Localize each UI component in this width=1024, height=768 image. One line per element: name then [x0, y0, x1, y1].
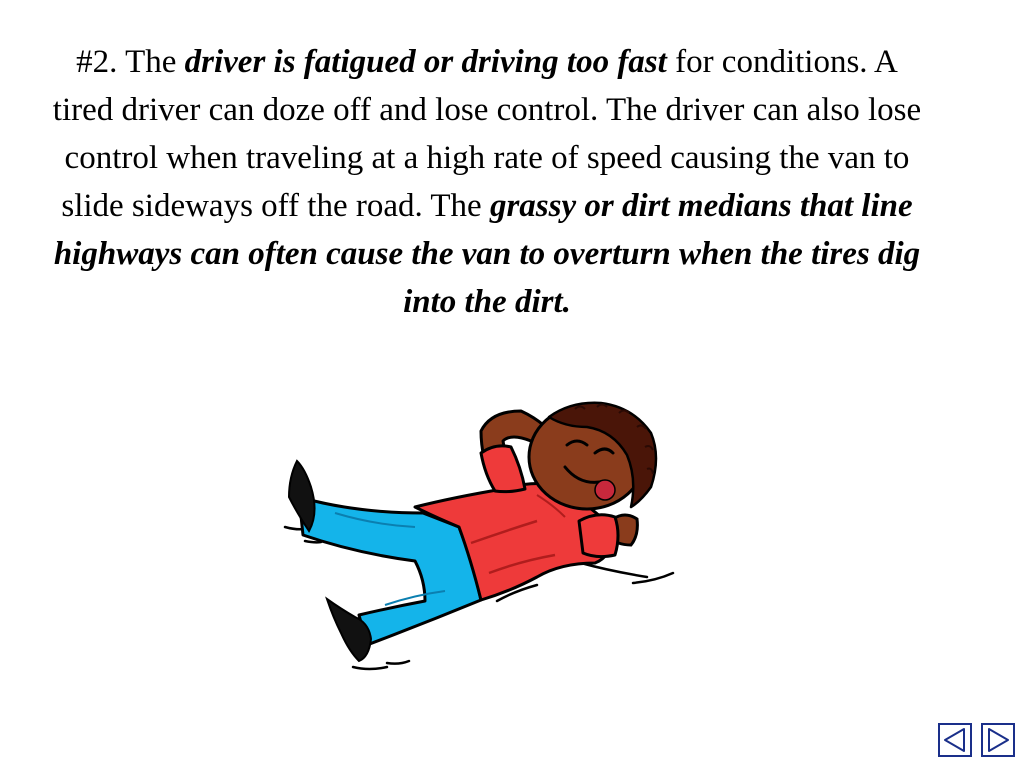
text-run-emphasis: grassy or dirt medians that line highways can often cause the van to overturn when the tires dig into the dirt.: [53, 188, 921, 320]
next-slide-button[interactable]: [981, 723, 1015, 757]
triangle-right-icon: [983, 725, 1013, 755]
text-run-plain: #2. The: [76, 44, 185, 80]
relaxing-person-clipart: [275, 395, 695, 685]
text-run-plain: for conditions. A tired driver can doze off and lose control. The driver can also lose control when traveling at a high rate of speed causing the van to slide sideways off the road. The: [52, 44, 922, 224]
previous-slide-button[interactable]: [938, 723, 972, 757]
text-run-emphasis: driver is fatigued or driving too fast: [184, 44, 667, 80]
slide-body-text: [50, 38, 924, 326]
triangle-left-icon: [940, 725, 970, 755]
